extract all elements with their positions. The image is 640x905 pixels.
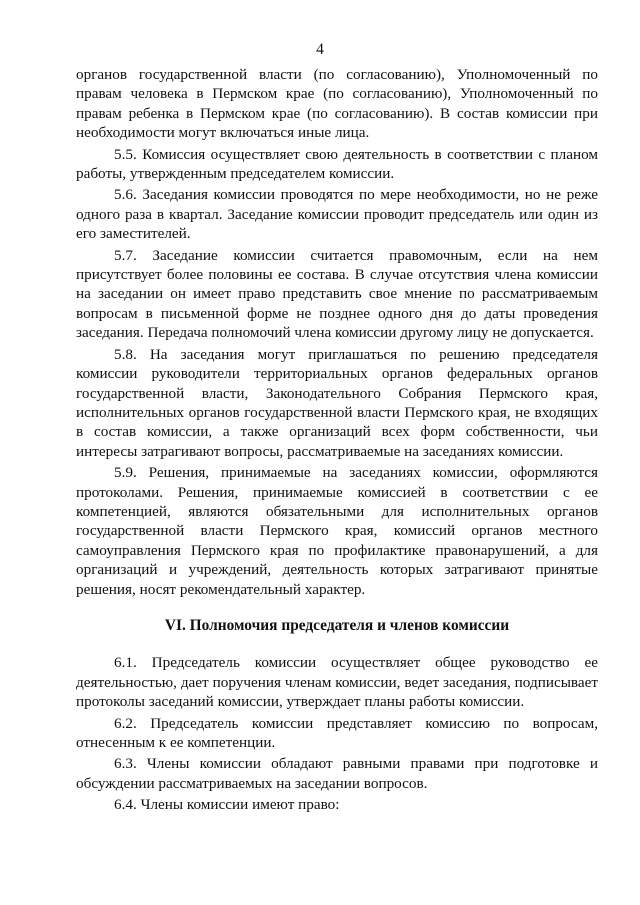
paragraph-5-7: 5.7. Заседание комиссии считается правомочным, если на нем присутствует более половины ее состава. В случае отсутствия члена комиссии на заседании он имеет право представить свое мнение по рассматриваемым вопросам в письменной форме не позднее одного дня до даты проведения заседания. Передача полномочий члена комиссии другому лицу не допускается. [76, 246, 598, 342]
paragraph-5-8: 5.8. На заседания могут приглашаться по решению председателя комиссии руководители территориальных органов федеральных органов государственной власти, Законодательного Собрания Пермского края, исполнительных органов государственной власти Пермского края, не входящих в состав комиссии, а также организаций всех форм собственности, чьи интересы затрагивают вопросы, рассматриваемые на заседаниях комиссии. [76, 345, 598, 460]
document-body [76, 65, 598, 817]
paragraph-6-2: 6.2. Председатель комиссии представляет комиссию по вопросам, отнесенным к ее компетенции. [76, 714, 598, 751]
paragraph-6-1: 6.1. Председатель комиссии осуществляет общее руководство ее деятельностью, дает поручения членам комиссии, ведет заседания, подписывает протоколы заседаний комиссии, утверждает планы работы комиссии. [76, 654, 598, 711]
section-heading: VI. Полномочия председателя и членов комиссии [164, 616, 510, 634]
paragraph-6-3: 6.3. Члены комиссии обладают равными правами при подготовке и обсуждении рассматриваемых на заседании вопросов. [76, 755, 598, 792]
paragraph-5-5: 5.5. Комиссия осуществляет свою деятельность в соответствии с планом работы, утвержденным председателем комиссии. [76, 145, 598, 183]
paragraph-6-4: 6.4. Члены комиссии имеют право: [114, 796, 340, 814]
paragraph-5-9: 5.9. Решения, принимаемые на заседаниях комиссии, оформляются протоколами. Решения, принимаемые комиссией в соответствии с ее компетенцией, являются обязательными для исполнительных органов государственной власти Пермского края, комиссий органов местного самоуправления Пермского края по профилактике правонарушений, а для организаций и учреждений, деятельность которых затрагивают принятые решения, носят рекомендательный характер. [76, 464, 598, 598]
paragraph-5-6: 5.6. Заседания комиссии проводятся по мере необходимости, но не реже одного раза в квартал. Заседание комиссии проводит председатель или один из его заместителей. [76, 186, 598, 243]
paragraph-continuation: органов государственной власти (по согласованию), Уполномоченный по правам человека в Пермском крае (по согласованию), Уполномоченный по правам ребенка в Пермском крае (по согласованию). В состав комиссии при необходимости могут включаться иные лица. [76, 66, 598, 142]
page-number: 4 [316, 41, 324, 58]
